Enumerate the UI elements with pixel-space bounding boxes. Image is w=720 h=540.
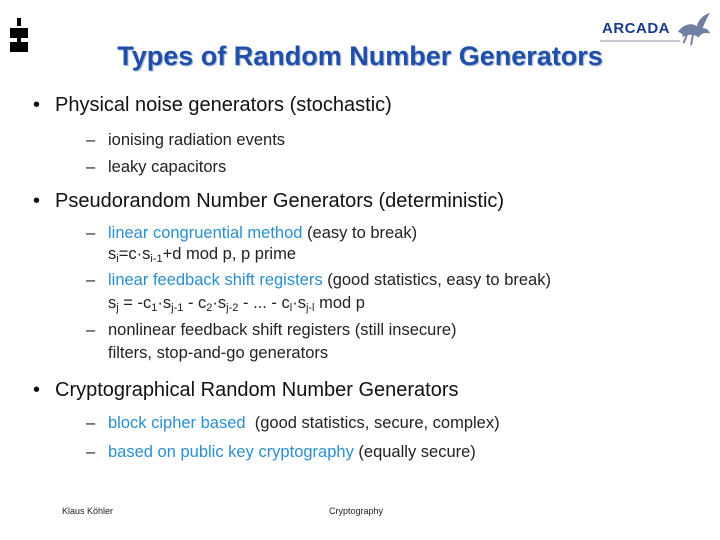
- block-cipher-note: (good statistics, secure, complex): [245, 414, 500, 432]
- sub-item-nlfsr: [86, 321, 457, 340]
- slide-title: Types of Random Number Generators: [117, 41, 603, 71]
- lcg-formula: $s_i=c\cdot s_{i-1}+d$ mod p, p prime: [108, 245, 297, 265]
- lfsr-link[interactable]: linear feedback shift registers: [108, 271, 323, 289]
- footer-author: Klaus Köhler: [62, 506, 114, 516]
- dash-marker: –: [86, 321, 96, 339]
- sub-item-text: leaky capacitors: [108, 158, 227, 176]
- dash-marker: –: [86, 443, 96, 461]
- lcg-note: (easy to break): [302, 224, 418, 242]
- bullet-physical: [33, 94, 392, 117]
- sub-item-ionising: [86, 131, 286, 150]
- dash-marker: –: [86, 158, 96, 176]
- dash-marker: –: [86, 271, 96, 289]
- bullet-marker: •: [33, 94, 41, 116]
- sub-item-lcg: [86, 224, 418, 243]
- dash-marker: –: [86, 131, 96, 149]
- sub-item-block-cipher: [86, 414, 500, 433]
- nlfsr-text: nonlinear feedback shift registers (still insecure): [108, 321, 457, 339]
- sub-item-public-key: [86, 443, 476, 462]
- bullet-crypto: [33, 379, 459, 402]
- lcg-link[interactable]: linear congruential method: [108, 224, 303, 242]
- bullet-pseudo: [33, 190, 505, 213]
- bullet-pseudo-label: Pseudorandom Number Generators (deterministic): [55, 190, 505, 212]
- sub-item-capacitors: [86, 158, 227, 177]
- block-cipher-link[interactable]: block cipher based: [108, 414, 246, 432]
- dash-marker: –: [86, 224, 96, 242]
- sub-item-text: ionising radiation events: [108, 131, 286, 149]
- footer-topic: Cryptography: [329, 506, 384, 516]
- lfsr-formula: $s_j = -c_1\cdot s_{j-1} - c_2\cdot s_{j-2}$ - ... - $c_l\cdot s_{j-l}$ mod p: [108, 294, 365, 314]
- bullet-crypto-label: Cryptographical Random Number Generators: [55, 379, 459, 401]
- bullet-physical-label: Physical noise generators (stochastic): [55, 94, 392, 116]
- public-key-note: (equally secure): [353, 443, 476, 461]
- lfsr-note: (good statistics, easy to break): [322, 271, 551, 289]
- bullet-marker: •: [33, 190, 41, 212]
- cryptography-link[interactable]: cryptography: [258, 443, 354, 461]
- sub-item-lfsr: [86, 271, 551, 290]
- nlfsr-continuation: filters, stop-and-go generators: [108, 344, 329, 362]
- bullet-marker: •: [33, 379, 41, 401]
- dash-marker: –: [86, 414, 96, 432]
- arcada-logo-text: ARCADA: [602, 20, 670, 37]
- public-key-prefix: based on public key: [108, 443, 259, 461]
